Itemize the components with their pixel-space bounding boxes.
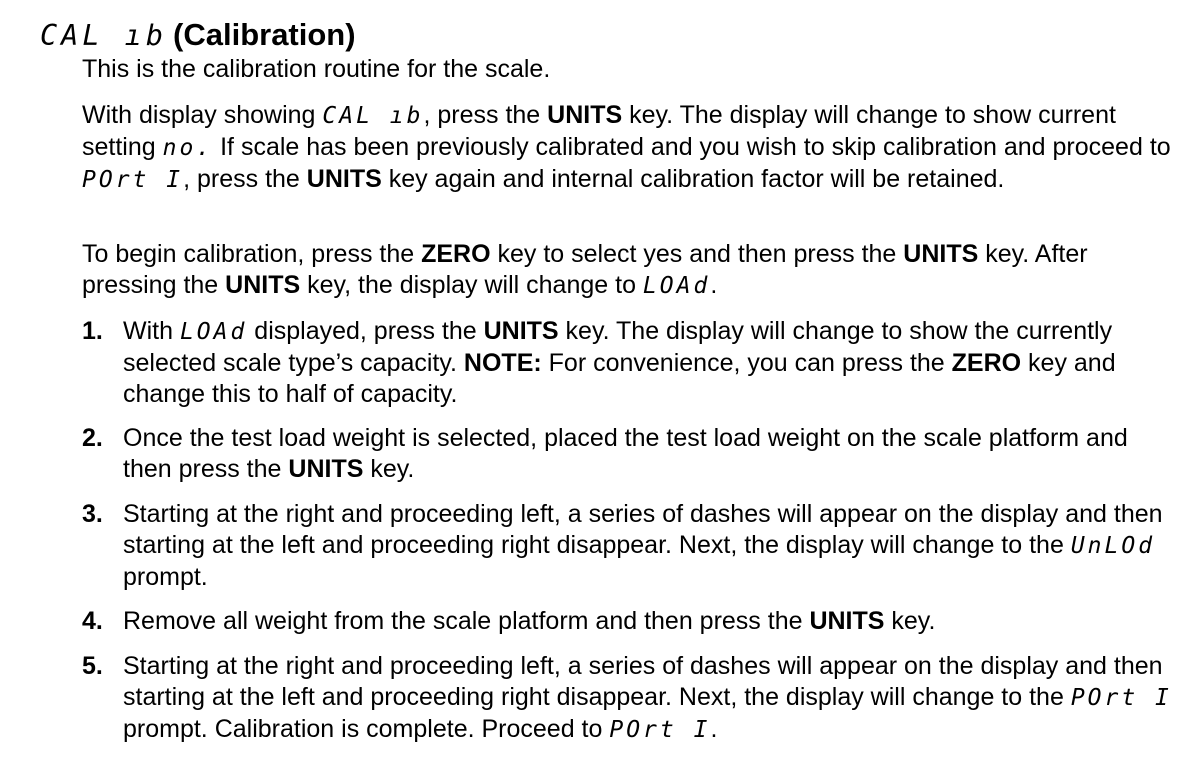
- text-run: For convenience, you can press the: [541, 349, 952, 377]
- display-code-load: LOAd: [642, 273, 711, 299]
- text-run: To begin calibration, press the: [82, 240, 422, 268]
- units-key-label: UNITS: [903, 240, 979, 268]
- text-run: .: [710, 715, 718, 743]
- text-run: , press the: [183, 165, 307, 193]
- display-code-port: POrt I: [609, 717, 711, 743]
- units-key-label: UNITS: [809, 607, 885, 635]
- text-run: Once the test load weight is selected, placed the test load weight on the scale platform and then press the: [123, 424, 1128, 483]
- step-number: 4.: [82, 607, 103, 635]
- units-key-label: UNITS: [483, 317, 559, 345]
- text-run: key, the display will change to: [300, 271, 643, 299]
- note-label: NOTE:: [463, 349, 542, 377]
- step-text: [123, 423, 1178, 485]
- section-heading: [40, 16, 356, 55]
- step-text: [123, 606, 1178, 637]
- step-text: [123, 499, 1178, 593]
- zero-key-label: ZERO: [421, 240, 491, 268]
- text-run: prompt. Calibration is complete. Proceed to: [123, 715, 610, 743]
- text-run: key.: [884, 607, 936, 635]
- intro-paragraph: This is the calibration routine for the scale.: [82, 55, 551, 83]
- step-number: 1.: [82, 317, 103, 345]
- display-code-port: POrt I: [1070, 685, 1172, 711]
- text-run: displayed, press the: [247, 317, 484, 345]
- text-run: Starting at the right and proceeding left, a series of dashes will appear on the display and then starting at the left and proceeding right disappear. Next, the display will change to the: [123, 500, 1163, 559]
- display-code-unload: UnLOd: [1070, 533, 1156, 559]
- text-run: key to select yes and then press the: [490, 240, 904, 268]
- text-run: key. The display will change to show current setting: [82, 101, 1116, 161]
- text-run: prompt.: [123, 563, 208, 591]
- begin-calibration-paragraph: [82, 239, 1172, 302]
- text-run: Starting at the right and proceeding left, a series of dashes will appear on the display and then starting at the left and proceeding right disappear. Next, the display will change to the: [123, 652, 1163, 711]
- text-run: If scale has been previously calibrated and you wish to skip calibration and proceed to: [213, 133, 1171, 161]
- text-run: key again and internal calibration factor will be retained.: [381, 165, 1005, 193]
- text-run: key.: [363, 455, 415, 483]
- text-run: With: [123, 317, 180, 345]
- units-key-label: UNITS: [225, 271, 301, 299]
- display-paragraph: [82, 100, 1172, 196]
- text-run: , press the: [423, 101, 548, 129]
- zero-key-label: ZERO: [951, 349, 1022, 377]
- heading-display-code: CAL ıb: [40, 19, 168, 52]
- display-code-cal: CAL ıb: [322, 103, 424, 129]
- step-number: 3.: [82, 500, 103, 528]
- units-key-label: UNITS: [306, 165, 382, 193]
- text-run: Remove all weight from the scale platform and then press the: [123, 607, 810, 635]
- heading-title: (Calibration): [173, 17, 356, 52]
- text-run: .: [710, 271, 718, 299]
- display-code-load: LOAd: [179, 319, 248, 345]
- units-key-label: UNITS: [547, 101, 623, 129]
- text-run: key. The display will change to show the currently selected scale type’s capacity.: [123, 317, 1113, 377]
- step-text: [123, 651, 1178, 746]
- text-run: With display showing: [82, 101, 323, 129]
- text-run: key. After pressing the: [82, 240, 1088, 299]
- text-run: key and change this to half of capacity.: [123, 349, 1116, 408]
- step-number: 5.: [82, 652, 103, 680]
- display-code-port: POrt I: [82, 167, 184, 193]
- units-key-label: UNITS: [288, 455, 364, 483]
- step-text: [123, 316, 1178, 410]
- display-code-no: no.: [162, 135, 214, 161]
- step-number: 2.: [82, 424, 103, 452]
